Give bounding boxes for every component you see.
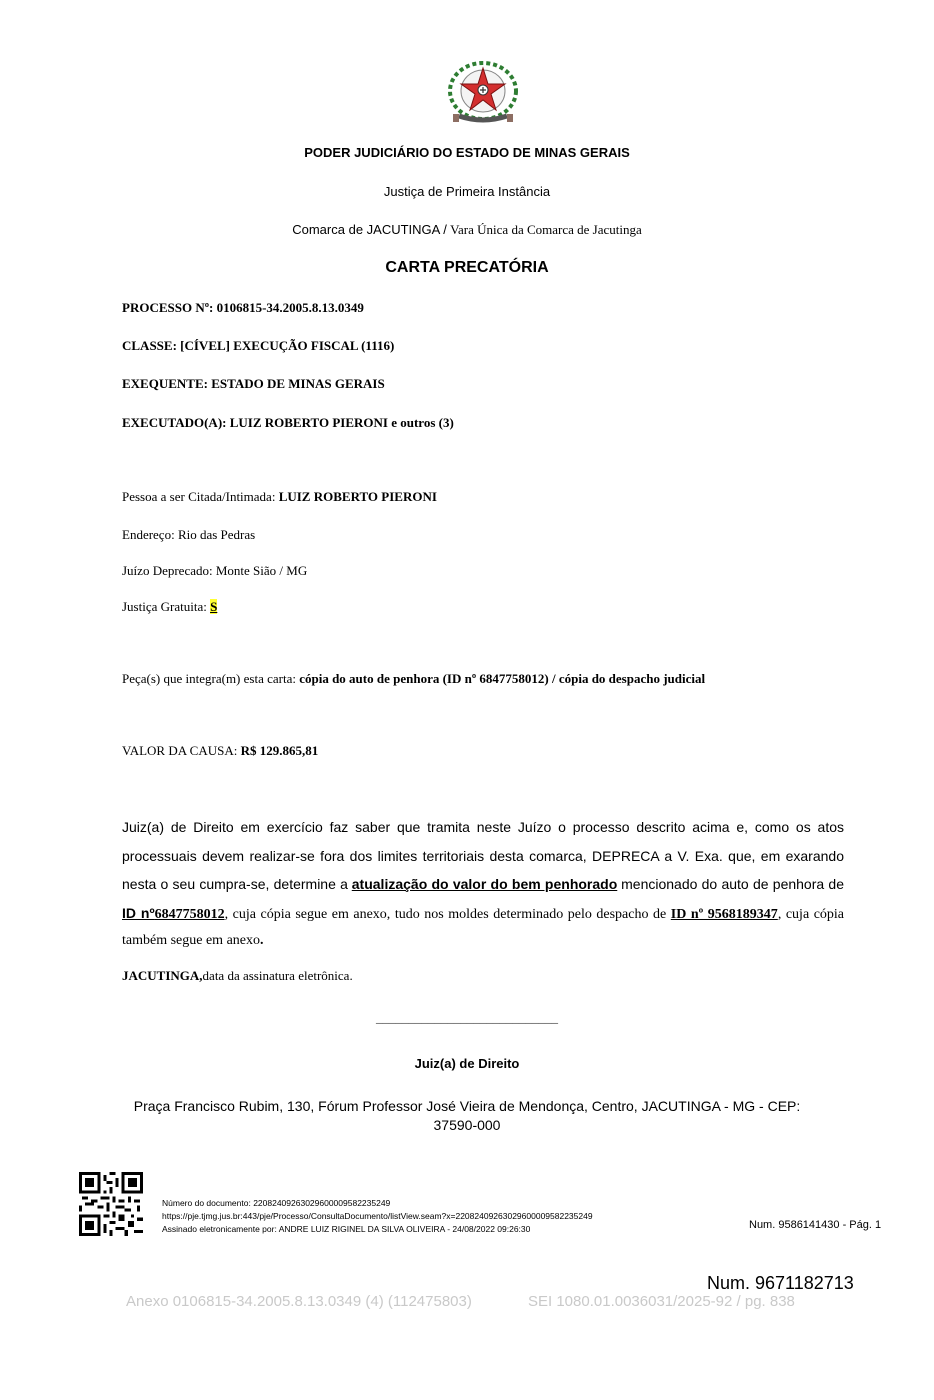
annex-watermark: Anexo 0106815-34.2005.8.13.0349 (4) (112475803) <box>126 1293 472 1310</box>
body-paragraph <box>122 814 844 955</box>
document-title: CARTA PRECATÓRIA <box>385 259 549 276</box>
paragraph-text-2: mencionado do auto de penhora de <box>621 876 844 892</box>
state-emblem <box>447 60 519 126</box>
paragraph-text-4: , cuja cópia também segue em anexo <box>122 906 845 948</box>
document-number: Número do documento: 22082409263029600009582235249 <box>162 1198 391 1208</box>
executado: EXECUTADO(A): LUIZ ROBERTO PIERONI e outros (3) <box>122 415 454 430</box>
city-date-line <box>122 968 353 984</box>
date-text: data da assinatura eletrônica. <box>202 968 353 983</box>
justica-label: Justiça Gratuita: <box>122 599 207 614</box>
comarca-line <box>0 222 934 238</box>
id1-number: 6847758012 <box>154 906 225 922</box>
valor-line <box>122 743 318 759</box>
comarca-label: Comarca de JACUTINGA / <box>292 222 447 237</box>
classe: CLASSE: [CÍVEL] EXECUÇÃO FISCAL (1116) <box>122 338 395 353</box>
vara-label: Vara Única da Comarca de Jacutinga <box>450 222 642 237</box>
paragraph-end: . <box>260 933 264 948</box>
pessoa-label: Pessoa a ser Citada/Intimada: <box>122 489 276 504</box>
signature-role: Juiz(a) de Direito <box>414 1056 520 1071</box>
signed-by: Assinado eletronicamente por: ANDRE LUIZ RIGINEL DA SILVA OLIVEIRA - 24/08/2022 09:26:30 <box>162 1224 531 1234</box>
id1-prefix: ID nº <box>122 904 155 921</box>
pecas-value: cópia do auto de penhora (ID nº 6847758012) / cópia do despacho judicial <box>299 671 706 686</box>
court-address <box>0 1097 934 1135</box>
sei-watermark: SEI 1080.01.0036031/2025-92 / pg. 838 <box>528 1293 795 1310</box>
instance-line: Justiça de Primeira Instância <box>383 184 551 199</box>
justica-value: S <box>210 599 218 614</box>
qr-code <box>79 1172 143 1236</box>
justica-gratuita-line <box>122 599 217 615</box>
juizo-deprecado: Juízo Deprecado: Monte Sião / MG <box>122 563 308 578</box>
big-document-number: Num. 9671182713 <box>707 1273 854 1293</box>
pessoa-line <box>122 489 437 505</box>
address-line-1: Praça Francisco Rubim, 130, Fórum Professor José Vieira de Mendonça, Centro, JACUTINGA - MG - CEP: <box>133 1098 801 1114</box>
id-reference-1 <box>122 904 225 922</box>
signature-line: ____________________________ <box>376 1010 558 1025</box>
page-number: Num. 9586141430 - Pág. 1 <box>749 1219 882 1231</box>
city: JACUTINGA, <box>122 968 203 983</box>
id-reference-2: ID nº 9568189347 <box>670 906 778 922</box>
paragraph-emphasis: atualização do valor do bem penhorado <box>351 876 618 892</box>
paragraph-text-3: , cuja cópia segue em anexo, tudo nos moldes determinado pelo despacho de <box>224 906 667 922</box>
exequente: EXEQUENTE: ESTADO DE MINAS GERAIS <box>122 376 385 391</box>
address-line-2: 37590-000 <box>433 1117 501 1133</box>
pessoa-value: LUIZ ROBERTO PIERONI <box>278 489 437 504</box>
pecas-label: Peça(s) que integra(m) esta carta: <box>122 671 296 686</box>
processo-number: PROCESSO Nº: 0106815-34.2005.8.13.0349 <box>122 300 364 315</box>
valor-label: VALOR DA CAUSA: <box>122 743 238 758</box>
valor-value: R$ 129.865,81 <box>240 743 319 758</box>
document-url[interactable]: https://pje.tjmg.jus.br:443/pje/Processo/ConsultaDocumento/listView.seam?x=22082409263029600009582235249 <box>162 1211 593 1221</box>
court-heading: PODER JUDICIÁRIO DO ESTADO DE MINAS GERAIS <box>304 145 630 160</box>
endereco: Endereço: Rio das Pedras <box>122 527 256 542</box>
footer-doc-info <box>162 1197 593 1236</box>
paragraph-text-1: Juiz(a) de Direito em exercício faz saber que tramita neste Juízo o processo descrito acima e, como os atos processuais devem realizar-se fora dos limites territoriais desta comarca, DEPRECA a V. Exa. que, em exarando nesta o seu cumpra-se, determine a <box>122 819 844 892</box>
pecas-line <box>122 671 705 687</box>
